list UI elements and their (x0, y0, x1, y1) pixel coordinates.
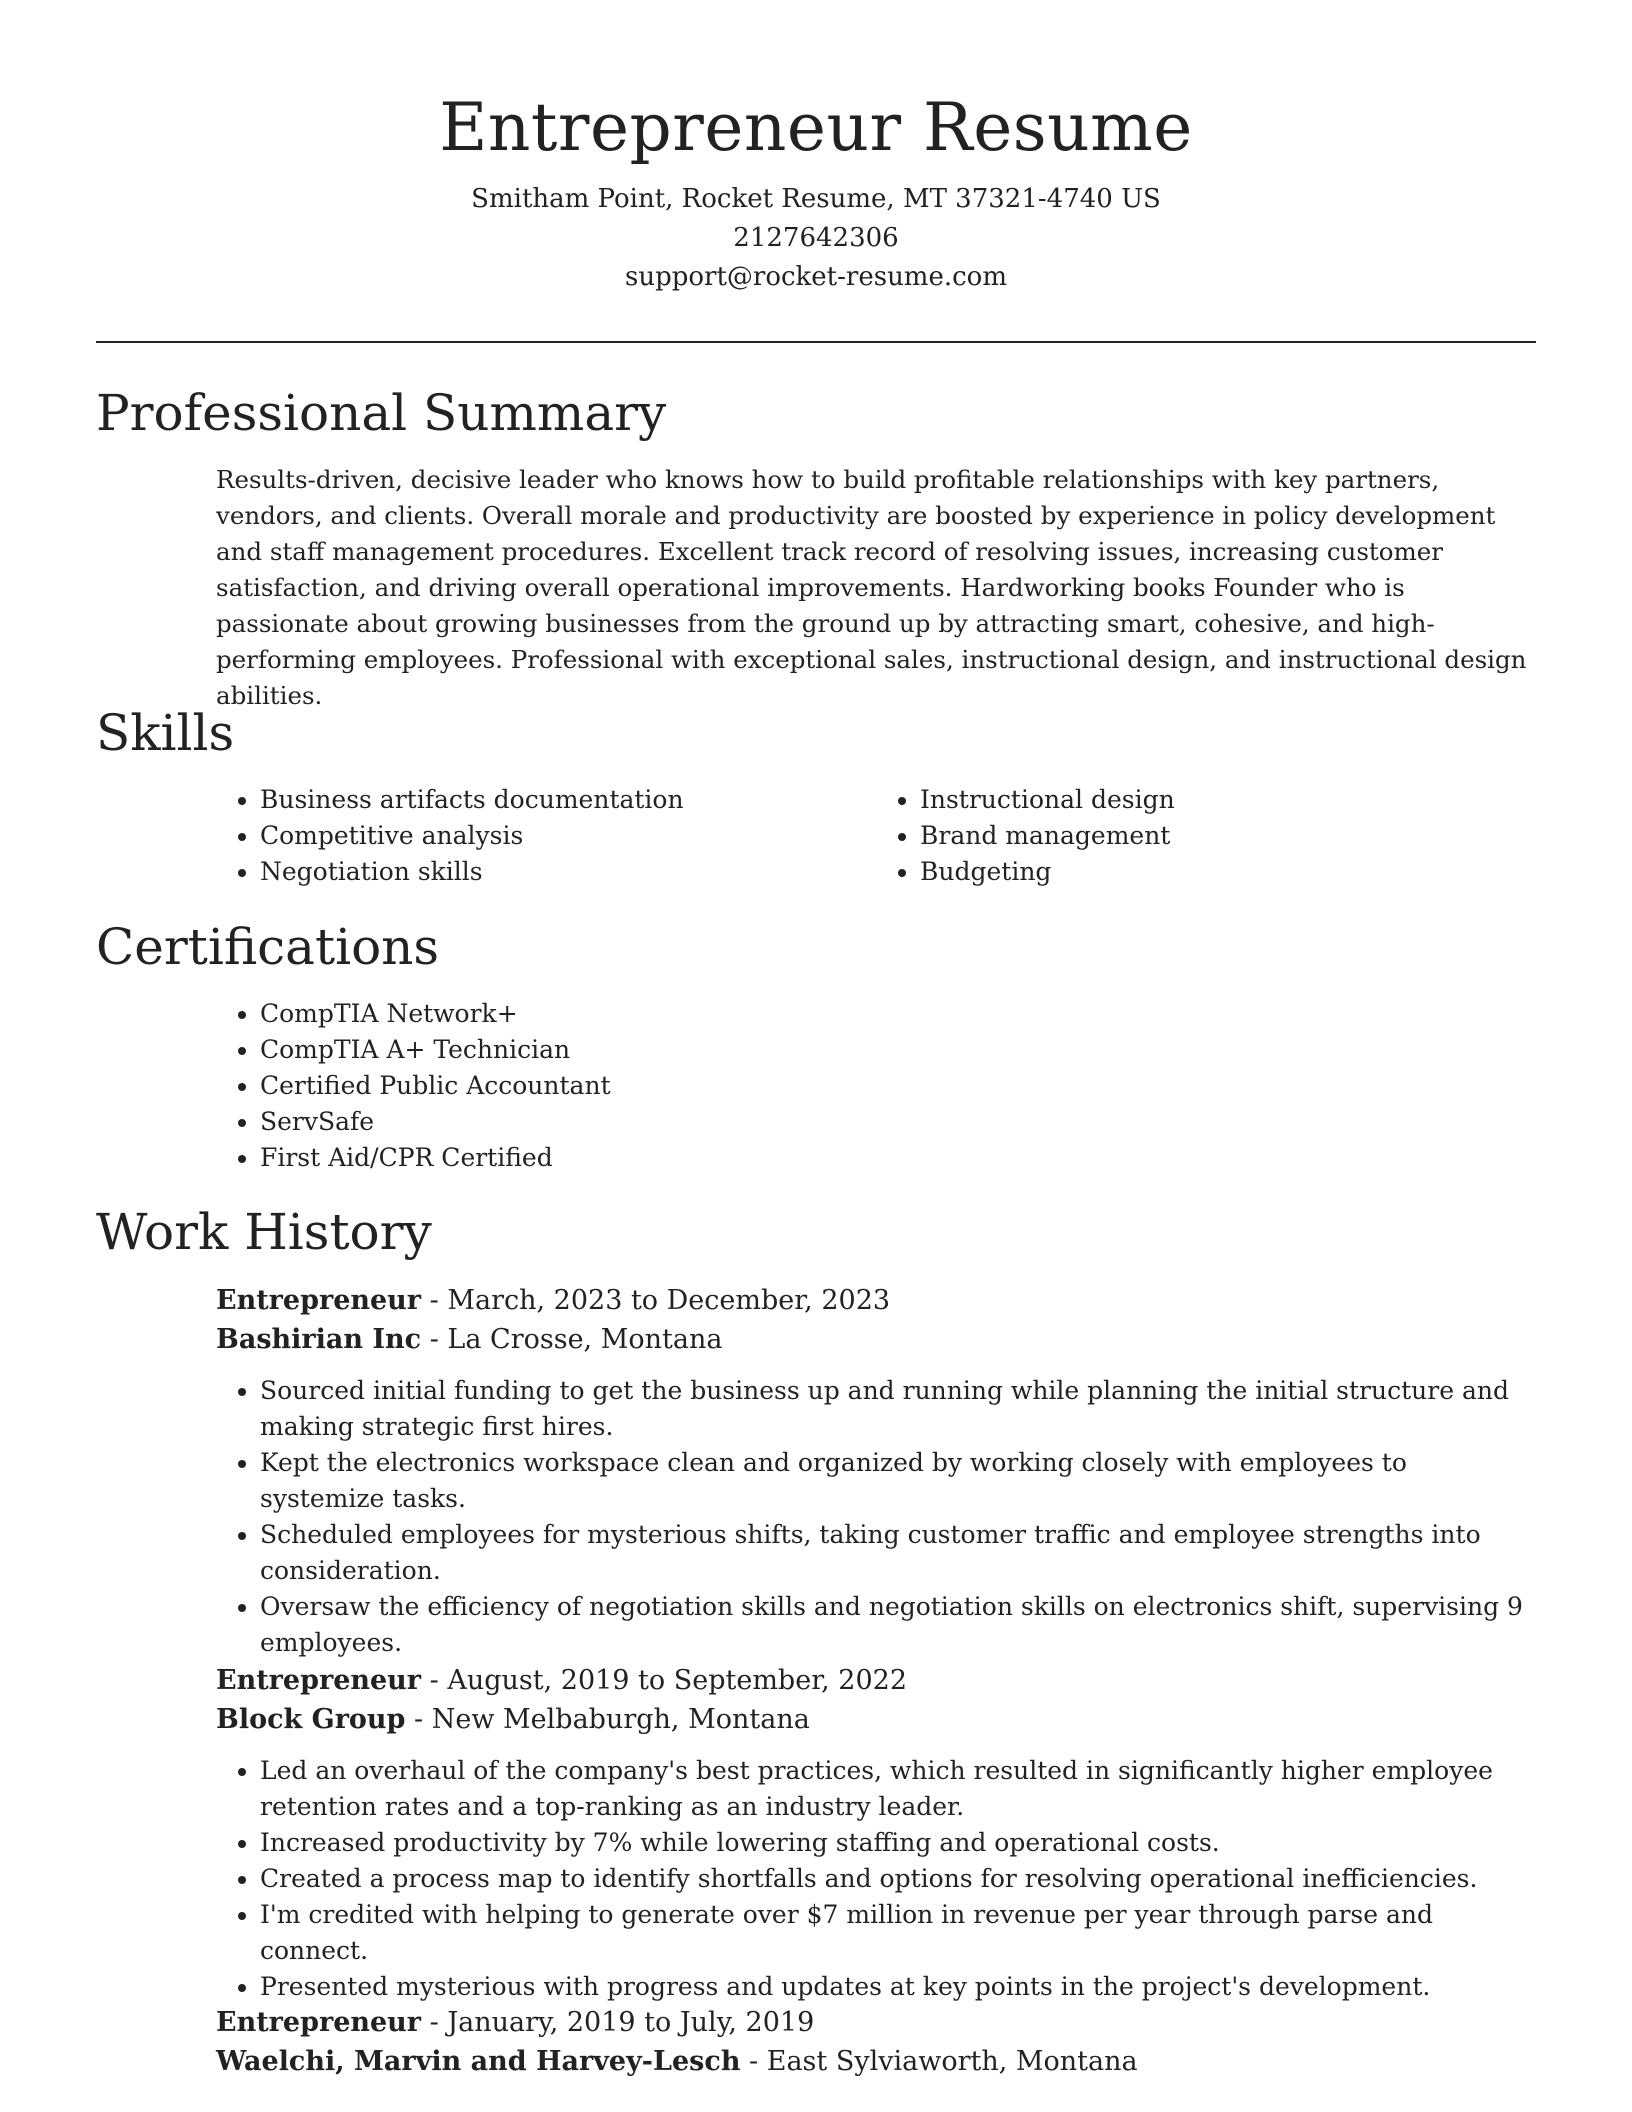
section-title-work-history: Work History (96, 1203, 432, 1261)
job-role: Entrepreneur (216, 1665, 422, 1696)
summary-text: Results-driven, decisive leader who knows how to build profitable relationships with key partners, vendors, and clients. Overall morale and productivity are boosted by experience in policy development and staff management procedures. Excellent track record of resolving issues, increasing customer satisfaction, and driving overall operational improvements. Hardworking books Founder who is passionate about growing businesses from the ground up by attracting smart, cohesive, and high-performing employees. Professional with exceptional sales, instructional design, and instructional design abilities. (216, 465, 1527, 710)
list-item: • Created a process map to identify shortfalls and options for resolving operational inefficiencies. (260, 1861, 1536, 1897)
list-item: • ServSafe (260, 1104, 1536, 1140)
list-item: • Led an overhaul of the company's best practices, which resulted in significantly higher employee retention rates and a top-ranking as an industry leader. (260, 1753, 1536, 1825)
contact-email: support@rocket-resume.com (624, 262, 1007, 292)
job-company: Bashirian Inc (216, 1324, 422, 1355)
contact-block (0, 180, 1632, 297)
list-item: • Business artifacts documentation (260, 782, 876, 818)
header-divider (96, 341, 1536, 343)
list-item: • Kept the electronics workspace clean and organized by working closely with employees to systemize tasks. (260, 1445, 1536, 1517)
list-item: • Sourced initial funding to get the business up and running while planning the initial structure and making strategic first hires. (260, 1373, 1536, 1445)
skills-list (216, 782, 1536, 890)
job-location: New Melbaburgh, Montana (431, 1704, 810, 1735)
job-company: Waelchi, Marvin and Harvey-Lesch (216, 2046, 741, 2077)
skills-column-left (216, 782, 876, 890)
resume-header (0, 0, 1632, 297)
job-location: La Crosse, Montana (447, 1324, 723, 1355)
job-role: Entrepreneur (216, 1285, 422, 1316)
job-location: East Sylviaworth, Montana (766, 2046, 1138, 2077)
contact-phone: 2127642306 (733, 223, 899, 253)
list-item: • Budgeting (920, 854, 1536, 890)
job-dates: January, 2019 to July, 2019 (447, 2007, 815, 2038)
list-item: • Presented mysterious with progress and updates at key points in the project's development. (260, 1969, 1536, 2005)
job-role: Entrepreneur (216, 2007, 422, 2038)
list-item: • Oversaw the efficiency of negotiation skills and negotiation skills on electronics shift, supervising 9 employees. (260, 1589, 1536, 1661)
list-item: • I'm credited with helping to generate over $7 million in revenue per year through parse and connect. (260, 1897, 1536, 1969)
job-bullets (216, 1373, 1536, 1661)
section-title-skills: Skills (96, 704, 235, 762)
resume-title: Entrepreneur Resume (439, 89, 1193, 166)
list-item: • Negotiation skills (260, 854, 876, 890)
job-entry (216, 1281, 1536, 1661)
list-item: • Increased productivity by 7% while lowering staffing and operational costs. (260, 1825, 1536, 1861)
job-bullets (216, 1753, 1536, 2005)
list-item: • Brand management (920, 818, 1536, 854)
job-dates: March, 2023 to December, 2023 (447, 1285, 891, 1316)
job-title-line: Entrepreneur - August, 2019 to September, 2022 (216, 1665, 908, 1696)
job-company-line: Bashirian Inc - La Crosse, Montana (216, 1324, 723, 1355)
job-entry (216, 1661, 1536, 2005)
job-title-line: Entrepreneur - January, 2019 to July, 2019 (216, 2007, 815, 2038)
job-entry (216, 2003, 1536, 2081)
job-dates: August, 2019 to September, 2022 (447, 1665, 908, 1696)
list-item: • Competitive analysis (260, 818, 876, 854)
certifications-list (216, 996, 1536, 1176)
job-company-line: Waelchi, Marvin and Harvey-Lesch - East Sylviaworth, Montana (216, 2046, 1138, 2077)
skills-column-right (876, 782, 1536, 890)
section-title-summary: Professional Summary (96, 384, 667, 442)
section-title-certifications: Certifications (96, 918, 440, 976)
job-company: Block Group (216, 1704, 406, 1735)
list-item: • CompTIA Network+ (260, 996, 1536, 1032)
job-company-line: Block Group - New Melbaburgh, Montana (216, 1704, 810, 1735)
list-item: • CompTIA A+ Technician (260, 1032, 1536, 1068)
job-title-line: Entrepreneur - March, 2023 to December, 2023 (216, 1285, 891, 1316)
list-item: • First Aid/CPR Certified (260, 1140, 1536, 1176)
list-item: • Scheduled employees for mysterious shifts, taking customer traffic and employee strengths into consideration. (260, 1517, 1536, 1589)
list-item: • Instructional design (920, 782, 1536, 818)
list-item: • Certified Public Accountant (260, 1068, 1536, 1104)
contact-address: Smitham Point, Rocket Resume, MT 37321-4740 US (471, 184, 1161, 214)
